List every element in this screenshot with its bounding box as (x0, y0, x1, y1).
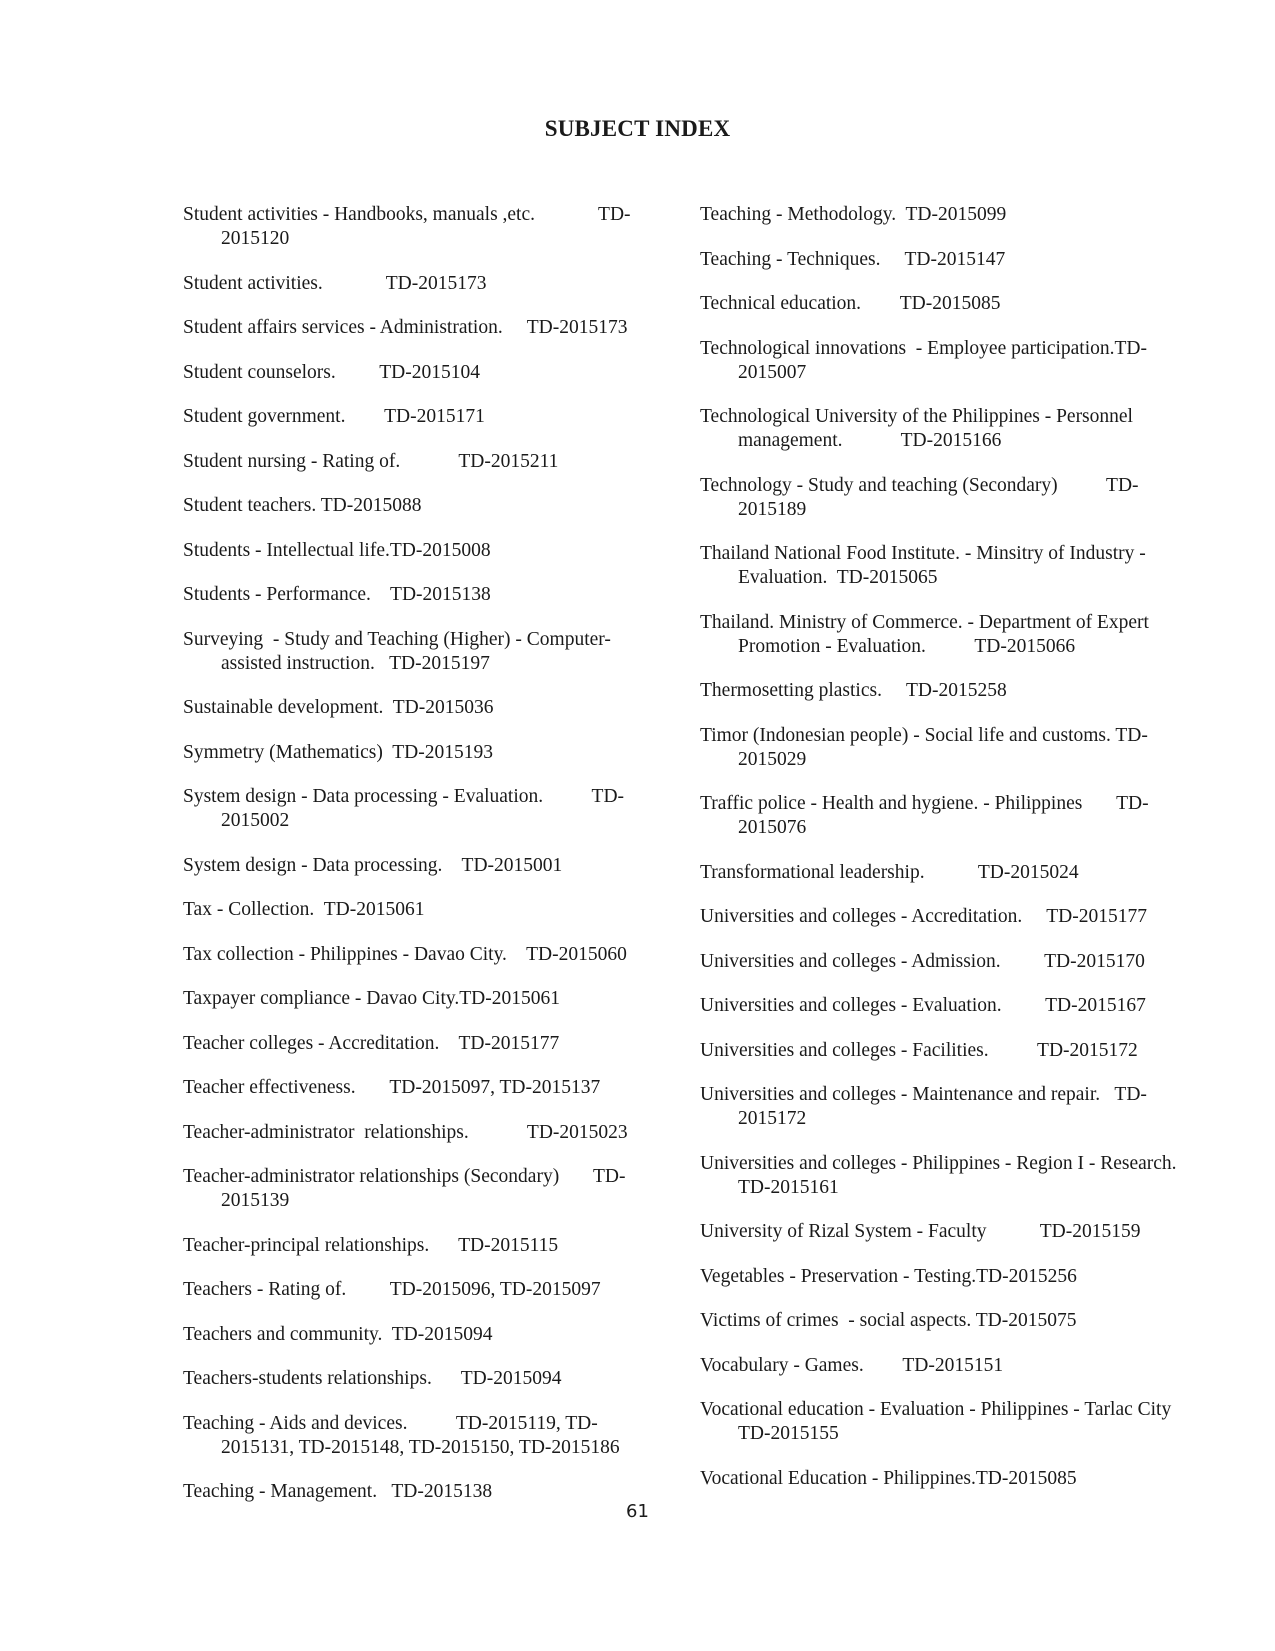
index-entry: Student counselors. TD-2015104 (183, 361, 480, 383)
index-entry: Vegetables - Preservation - Testing.TD-2015256 (700, 1265, 1077, 1287)
index-entry: Teachers and community. TD-2015094 (183, 1323, 493, 1345)
index-entry: Students - Performance. TD-2015138 (183, 584, 491, 605)
index-entry: Tax collection - Philippines - Davao City. TD-2015060 (183, 943, 627, 965)
index-entry: University of Rizal System - Faculty TD-2015159 (700, 1221, 1141, 1242)
index-entry: Vocational Education - Philippines.TD-2015085 (700, 1467, 1077, 1489)
index-entry: Technological University of the Philippines - Personnel management. TD-2015166 (700, 406, 1138, 451)
index-entry: Timor (Indonesian people) - Social life and customs. TD-2015029 (700, 724, 1148, 770)
index-entry: Victims of crimes - social aspects. TD-2015075 (700, 1310, 1077, 1331)
index-entry: Technology - Study and teaching (Secondary) TD-2015189 (700, 474, 1139, 520)
page-title: SUBJECT INDEX (544, 116, 731, 141)
index-column-right (700, 203, 1230, 1511)
index-entry: Vocational education - Evaluation - Philippines - Tarlac City TD-2015155 (700, 1399, 1230, 1444)
index-entry: Student teachers. TD-2015088 (183, 495, 422, 516)
index-entry: Teaching - Techniques. TD-2015147 (700, 248, 1006, 270)
index-entry: Teaching - Management. TD-2015138 (183, 1481, 493, 1502)
index-entry: Technical education. TD-2015085 (700, 293, 1001, 314)
index-entry: Universities and colleges - Philippines - Region I - Research. TD-2015161 (700, 1152, 1196, 1198)
index-entry: Student affairs services - Administration. TD-2015173 (183, 317, 628, 338)
index-entry: Student government. TD-2015171 (183, 406, 485, 427)
index-entry: Teaching - Aids and devices. TD-2015119, TD-2015131, TD-2015148, TD-2015150, TD-2015186 (183, 1412, 620, 1458)
page-number: 61 (626, 1501, 649, 1522)
index-entry: System design - Data processing. TD-2015001 (183, 854, 563, 876)
index-entry: Symmetry (Mathematics) TD-2015193 (183, 741, 493, 763)
index-entry: Student activities - Handbooks, manuals ,etc. TD-2015120 (183, 204, 631, 249)
index-entry: Universities and colleges - Facilities. TD-2015172 (700, 1039, 1138, 1061)
index-entry: Sustainable development. TD-2015036 (183, 697, 494, 718)
index-entry: Vocabulary - Games. TD-2015151 (700, 1354, 1004, 1376)
index-entry: Teaching - Methodology. TD-2015099 (700, 204, 1007, 225)
index-column-left (183, 203, 658, 1525)
index-entry: Universities and colleges - Evaluation. TD-2015167 (700, 995, 1146, 1016)
index-entry: Transformational leadership. TD-2015024 (700, 861, 1079, 883)
index-entry: Thermosetting plastics. TD-2015258 (700, 680, 1007, 701)
index-entry: Universities and colleges - Maintenance and repair. TD-2015172 (700, 1084, 1147, 1129)
index-entry: Teacher-administrator relationships. TD-2015023 (183, 1121, 628, 1143)
index-entry: Technological innovations - Employee participation.TD-2015007 (700, 337, 1148, 383)
index-entry: Surveying - Study and Teaching (Higher) - Computer-assisted instruction. TD-2015197 (183, 628, 611, 674)
index-entry: Teacher-principal relationships. TD-2015115 (183, 1234, 559, 1256)
index-entry: Teacher colleges - Accreditation. TD-2015177 (183, 1032, 560, 1054)
index-entry: Universities and colleges - Accreditation. TD-2015177 (700, 906, 1147, 927)
index-entry: Student activities. TD-2015173 (183, 272, 487, 294)
index-entry: Teacher-administrator relationships (Secondary) TD-2015139 (183, 1166, 626, 1211)
index-entry: Teachers - Rating of. TD-2015096, TD-2015097 (183, 1279, 601, 1300)
index-entry: Students - Intellectual life.TD-2015008 (183, 539, 491, 561)
index-entry: Thailand National Food Institute. - Minsitry of Industry - Evaluation. TD-2015065 (700, 543, 1151, 588)
index-entry: Universities and colleges - Admission. TD-2015170 (700, 950, 1145, 972)
index-entry: Teachers-students relationships. TD-2015094 (183, 1368, 562, 1389)
index-entry: Teacher effectiveness. TD-2015097, TD-2015137 (183, 1077, 601, 1098)
index-entry: Thailand. Ministry of Commerce. - Department of Expert Promotion - Evaluation. TD-2015066 (700, 611, 1154, 657)
index-entry: Tax - Collection. TD-2015061 (183, 899, 425, 920)
index-entry: Student nursing - Rating of. TD-2015211 (183, 450, 559, 472)
index-entry: Traffic police - Health and hygiene. - Philippines TD-2015076 (700, 793, 1149, 838)
index-entry: Taxpayer compliance - Davao City.TD-2015061 (183, 988, 560, 1009)
index-entry: System design - Data processing - Evaluation. TD-2015002 (183, 786, 625, 831)
